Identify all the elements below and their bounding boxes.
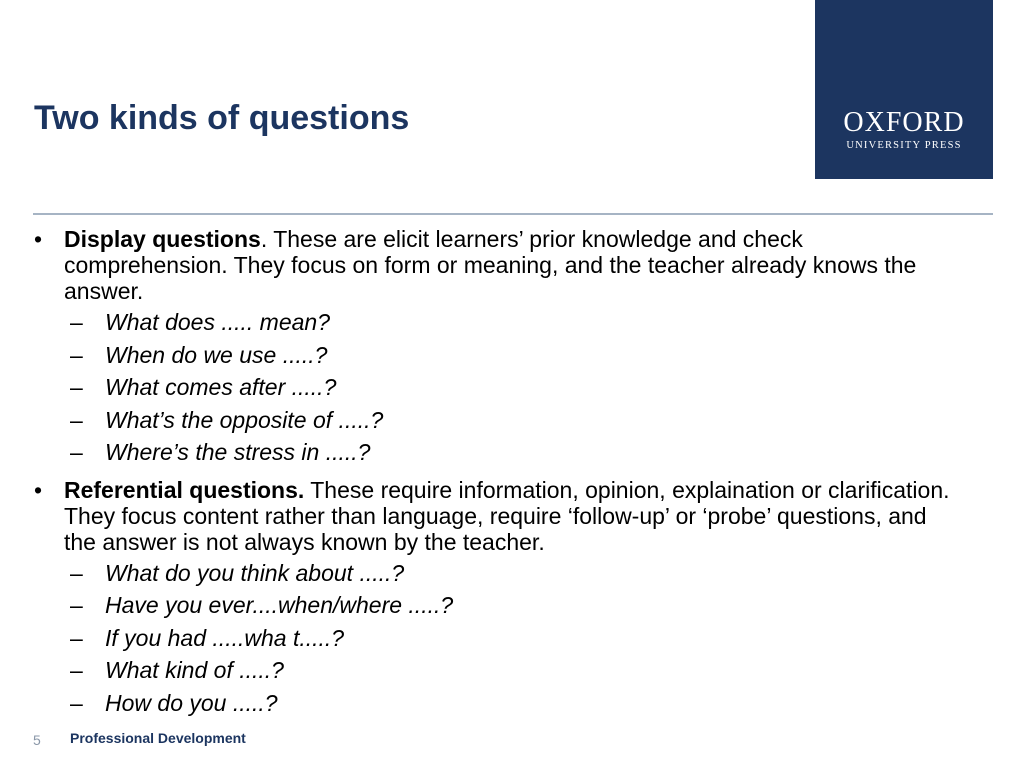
example-text: What kind of .....?	[105, 657, 284, 683]
list-item	[34, 374, 964, 407]
list-item	[34, 407, 964, 440]
bullet-term: Display questions	[64, 226, 261, 252]
list-item	[34, 625, 964, 658]
list-item	[34, 690, 964, 723]
example-text: What do you think about .....?	[105, 559, 405, 586]
list-item	[34, 309, 964, 342]
dash-marker: –	[70, 374, 83, 400]
list-item	[34, 439, 964, 472]
display-examples-list	[34, 309, 964, 472]
title-divider	[33, 213, 993, 215]
oxford-logo	[815, 0, 993, 179]
bullet-text: These require information, opinion, explaination or clarification. They focus content rather than language, require ‘follow-up’ or ‘probe’ questions, and the answer is not always known by the teacher.	[64, 476, 950, 555]
dash-marker: –	[70, 559, 83, 586]
dash-marker: –	[70, 439, 83, 465]
logo-wordmark: OXFORD	[843, 107, 965, 138]
example-text: What does ..... mean?	[105, 309, 331, 335]
example-text: What comes after .....?	[105, 374, 337, 400]
dash-marker: –	[70, 592, 83, 618]
example-text: How do you .....?	[105, 689, 278, 716]
footer-label: Professional Development	[70, 730, 246, 746]
dash-marker: –	[70, 657, 83, 683]
dash-marker: –	[70, 689, 83, 716]
bullet-display-questions	[34, 226, 964, 304]
dash-marker: –	[70, 624, 83, 651]
referential-examples-list	[34, 560, 964, 723]
list-item	[34, 592, 964, 625]
dash-marker: –	[70, 309, 83, 335]
example-text: Where’s the stress in .....?	[105, 439, 371, 465]
bullet-referential-questions	[34, 477, 964, 555]
bullet-term: Referential questions.	[64, 476, 305, 503]
example-text: When do we use .....?	[105, 341, 328, 368]
dash-marker: –	[70, 341, 83, 368]
list-item	[34, 560, 964, 593]
bullet-text: . These are elicit learners’ prior knowledge and check comprehension. They focus on form or meaning, and the teacher already knows the answer.	[64, 226, 917, 304]
example-text: If you had .....wha t.....?	[105, 624, 345, 651]
bullet-marker: •	[34, 476, 43, 503]
list-item	[34, 342, 964, 375]
example-text: What’s the opposite of .....?	[105, 406, 384, 433]
dash-marker: –	[70, 406, 83, 433]
logo-subtitle: UNIVERSITY PRESS	[846, 140, 962, 151]
bullet-marker: •	[34, 226, 43, 252]
slide-number: 5	[33, 732, 41, 748]
slide-title: Two kinds of questions	[34, 99, 410, 137]
list-item	[34, 657, 964, 690]
slide-body	[34, 226, 964, 727]
example-text: Have you ever....when/where .....?	[105, 592, 454, 618]
